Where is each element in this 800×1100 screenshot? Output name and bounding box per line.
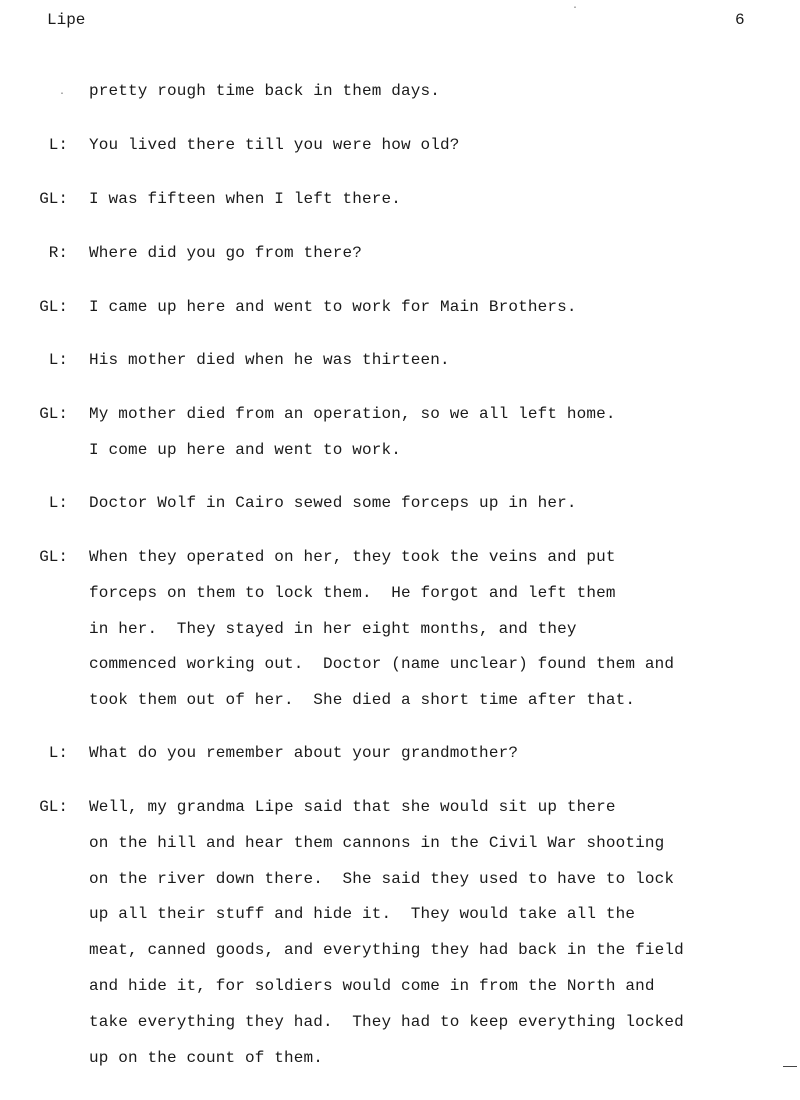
transcript-line: and hide it, for soldiers would come in from the North and	[89, 977, 655, 995]
transcript-line: forceps on them to lock them. He forgot and left them	[89, 583, 616, 602]
transcript-line: pretty rough time back in them days.	[89, 82, 441, 100]
transcript-line: What do you remember about your grandmother?	[89, 744, 519, 762]
transcript-line: When they operated on her, they took the veins and put	[89, 548, 616, 566]
transcript-line: in her. They stayed in her eight months, and they	[89, 619, 577, 638]
speaker-label: GL:	[39, 190, 68, 208]
transcript-line: I come up here and went to work.	[89, 440, 402, 459]
speaker-label: L:	[48, 494, 68, 512]
speaker-label: L:	[48, 351, 68, 369]
speaker-label: GL:	[39, 298, 68, 316]
transcript-line: on the hill and hear them cannons in the Civil War shooting	[89, 833, 665, 852]
scan-speck: .	[572, 1, 579, 12]
speaker-label: R:	[48, 244, 68, 262]
transcript-line: My mother died from an operation, so we all left home.	[89, 405, 616, 423]
speaker-label: GL:	[39, 798, 68, 816]
transcript-line: meat, canned goods, and everything they had back in the field	[89, 941, 684, 960]
speaker-label: L:	[48, 136, 68, 154]
header-interviewee-name: Lipe	[47, 11, 86, 29]
transcript-line: took them out of her. She died a short time after that.	[89, 691, 636, 710]
transcript-line: take everything they had. They had to keep everything locked	[89, 1012, 684, 1031]
margin-mark	[783, 1066, 797, 1067]
speaker-label: GL:	[39, 548, 68, 566]
page-number: 6	[735, 11, 745, 29]
transcript-line: on the river down there. She said they used to have to lock	[89, 869, 675, 888]
transcript-line: commenced working out. Doctor (name unclear) found them and	[89, 655, 675, 674]
transcript-line: up on the count of them.	[89, 1048, 324, 1067]
transcript-line: His mother died when he was thirteen.	[89, 351, 450, 369]
scan-speck: .	[59, 87, 66, 98]
transcript-line: I came up here and went to work for Main Brothers.	[89, 298, 577, 316]
transcript-line: I was fifteen when I left there.	[89, 190, 402, 208]
transcript-line: Where did you go from there?	[89, 244, 363, 262]
speaker-label: L:	[48, 744, 68, 762]
speaker-label: GL:	[39, 405, 68, 423]
transcript-line: You lived there till you were how old?	[89, 136, 460, 154]
transcript-line: up all their stuff and hide it. They would take all the	[89, 905, 636, 924]
transcript-line: Doctor Wolf in Cairo sewed some forceps up in her.	[89, 494, 577, 512]
transcript-line: Well, my grandma Lipe said that she would sit up there	[89, 798, 616, 816]
